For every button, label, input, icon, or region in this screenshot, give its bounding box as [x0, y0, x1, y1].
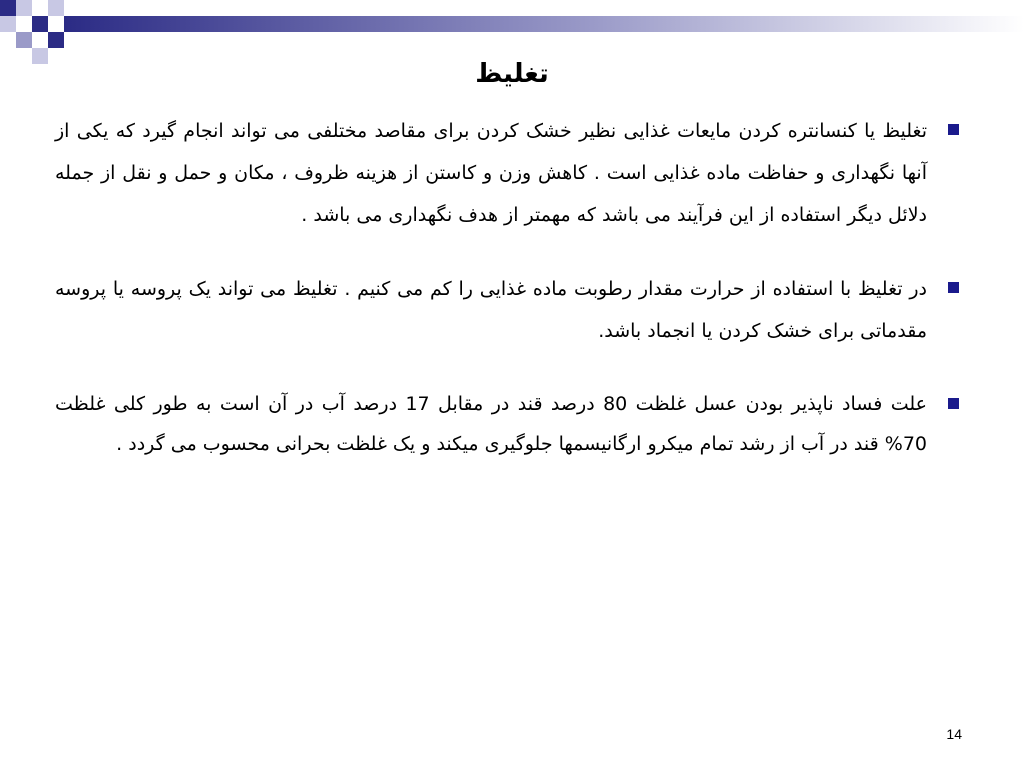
slide-title: تغلیظ — [475, 59, 549, 89]
deco-square — [32, 16, 48, 32]
bullet-item — [55, 384, 967, 464]
deco-gradient-bar — [64, 16, 1024, 32]
bullet-list — [55, 110, 967, 464]
deco-square — [16, 0, 32, 16]
deco-square — [48, 32, 64, 48]
deco-square — [0, 0, 16, 16]
bullet-text: تغلیظ یا کنسانتره کردن مایعات غذایی نظیر خشک کردن برای مقاصد مختلفی می تواند انجام گیرد که یکی از آنها نگهداری و حفاظت ماده غذایی است . کاهش وزن و کاستن از هزینه ظروف ، مکان و حمل و نقل از جمله دلائل دیگر استفاده از این فرآیند می باشد که مهمتر از هدف نگهداری می باشد . — [55, 120, 927, 226]
deco-square — [0, 16, 16, 32]
bullet-item — [55, 110, 967, 236]
deco-square — [48, 0, 64, 16]
deco-square — [16, 32, 32, 48]
bullet-text: علت فساد ناپذیر بودن عسل غلظت 80 درصد قند در مقابل 17 درصد آب در آن است به طور کلی غلظت 70% قند در آب از رشد تمام میکرو ارگانیسمها جلوگیری میکند و یک غلظت بحرانی محسوب می گردد . — [55, 393, 928, 455]
page-number: 14 — [946, 726, 962, 742]
bullet-square-icon — [948, 124, 959, 135]
bullet-item — [55, 268, 967, 352]
bullet-text: در تغلیظ با استفاده از حرارت مقدار رطوبت ماده غذایی را کم می کنیم . تغلیظ می تواند یک پروسه یا پروسه مقدماتی برای خشک کردن یا انجماد باشد. — [55, 278, 927, 342]
bullet-square-icon — [948, 282, 959, 293]
bullet-square-icon — [948, 398, 959, 409]
